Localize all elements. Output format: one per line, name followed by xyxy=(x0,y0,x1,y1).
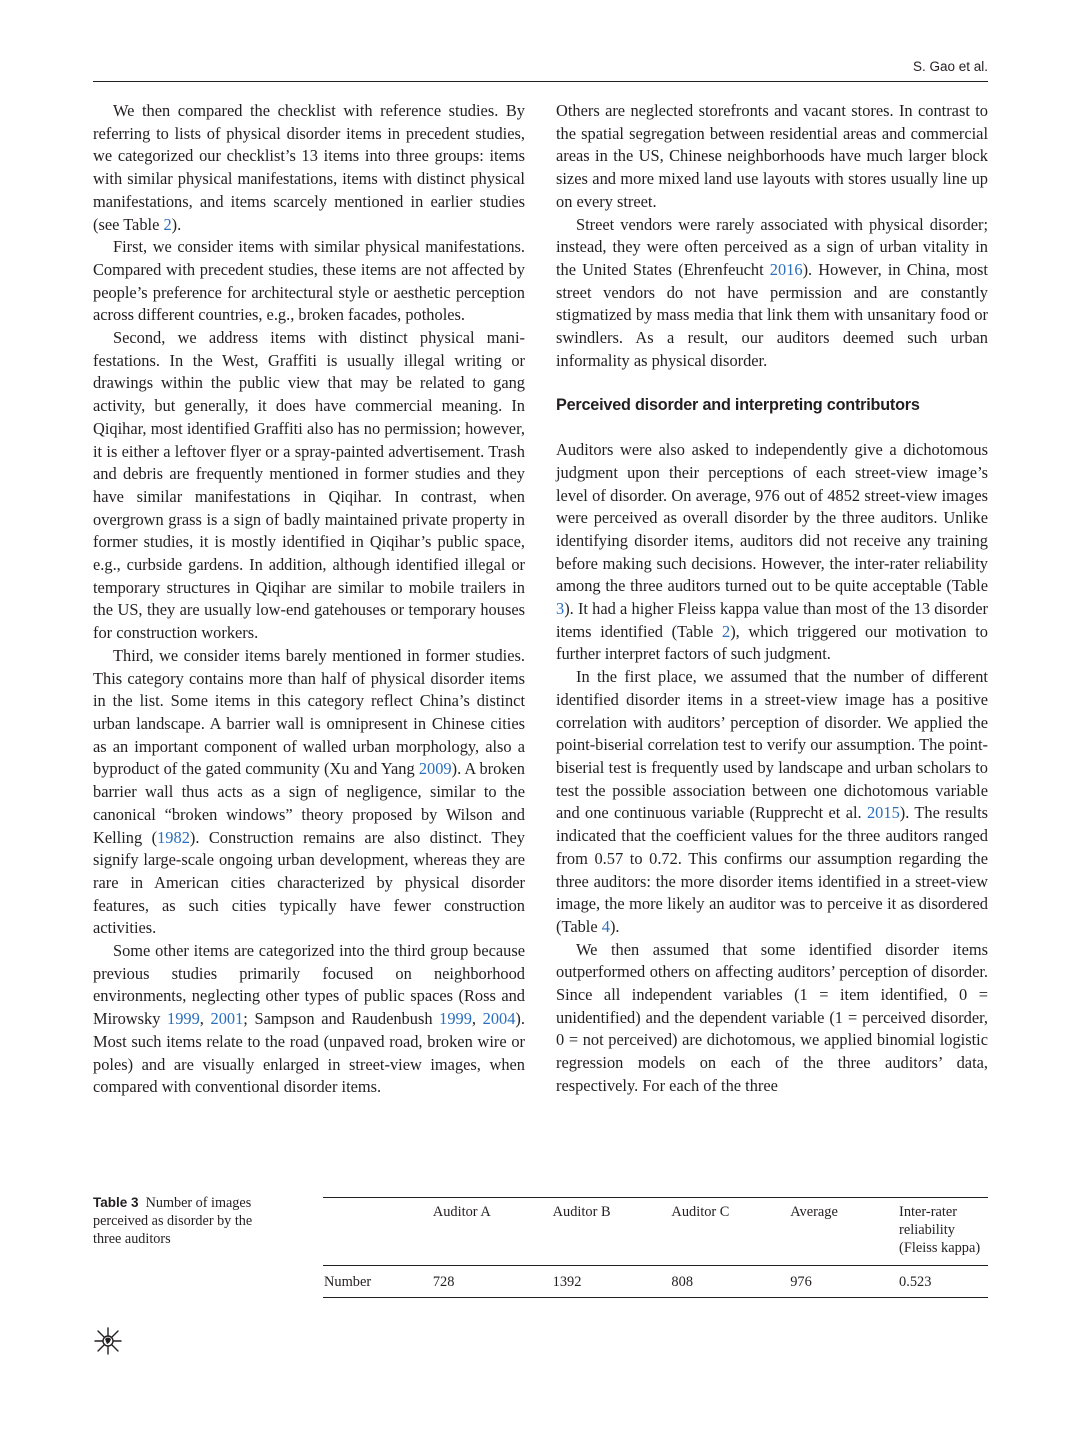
paragraph: Auditors were also asked to independently give a dichotomous judgment upon their perceptions of each street-view image’s level of disorder. On average, 976 out of 4852 street-view images were perceived as overall disorder by the three auditors. Unlike identifying disorder items, auditors did not receive any training before making such decisions. However, the inter-rater reliability among the three auditors turned out to be quite acceptable (Table 3). It had a higher Fleiss kappa value than most of the 13 disorder items identified (Table 2), which triggered our motivation to further interpret factors of such judgment. xyxy=(556,440,988,664)
springer-horse-icon xyxy=(93,1326,123,1356)
citation-link[interactable]: 2015 xyxy=(866,803,900,823)
paragraph: Others are neglected storefronts and vacant stores. In contrast to the spatial segregation between residential areas and commercial areas in the US, Chinese neighborhoods have much larger block sizes and more mixed land use layouts with stores usually line up on every street. xyxy=(556,101,988,211)
paragraph: We then assumed that some identified disorder items outperformed others on affecting auditors’ perception of disorder. Since all independent variables (1 = item identified, 0 = unidentified) and the dependent variable (1 = perceived disorder, 0 = not perceived) are dichotomous, we applied binomial logistic regression models on each of the three auditors’ data, respectively. For each of the three xyxy=(556,939,988,1095)
citation-link[interactable]: 2016 xyxy=(769,259,803,279)
table-caption xyxy=(93,1194,283,1249)
table-cell: 976 xyxy=(790,1273,812,1290)
citation-link[interactable]: 2004 xyxy=(482,1009,516,1029)
left-column xyxy=(93,100,525,1099)
citation-link[interactable]: 1999 xyxy=(439,1009,472,1029)
column-header: Auditor B xyxy=(552,1204,611,1220)
table-link[interactable]: 4 xyxy=(601,916,610,936)
column-header xyxy=(323,1198,433,1266)
page-header xyxy=(93,57,988,82)
column-header: Average xyxy=(790,1204,838,1220)
data-table xyxy=(323,1197,988,1298)
section-heading: Perceived disorder and interpreting contributors xyxy=(556,396,920,415)
right-column xyxy=(556,100,988,1098)
citation-link[interactable]: 2009 xyxy=(418,759,452,779)
paragraph: Some other items are categorized into the third group because previous studies primarily focused on neighborhood environments, neglecting other types of public spaces (Ross and Mirowsky 1999, 2001; Sampson and Raudenbush 1999, 2004). Most such items relate to the road (unpaved road, broken wire or poles) and are visually enlarged in street-view images, when compared with conventional disorder items. xyxy=(93,941,525,1097)
table-link[interactable]: 3 xyxy=(556,599,565,619)
table-label: Table 3 xyxy=(93,1195,139,1210)
table-link[interactable]: 2 xyxy=(163,214,172,234)
table-header-row xyxy=(323,1198,988,1266)
table-cell: 728 xyxy=(432,1273,455,1290)
column-header: Inter-rater reliability (Fleiss kappa) xyxy=(899,1204,981,1257)
paragraph: In the first place, we assumed that the number of different identified disorder items in a street-view image has a positive correlation with auditors’ perception of disorder. We applied the point-biserial correlation test to verify our assumption. The point-biserial test is frequently used by landscape and urban scholars to test the possible association between one dichotomous variable and one continuous variable (Rupprecht et al. 2015). The results indicated that the coefficient values for the three auditors ranged from 0.57 to 0.72. This confirms our assumption regarding the three auditors: the more disorder items identified in a street-view image, the more likely an auditor was to perceive it as disordered (Table 4). xyxy=(556,667,988,936)
paragraph: We then compared the checklist with reference studies. By referring to lists of physical disorder items in precedent studies, we categorized our checklist’s 13 items into three groups: items with similar physical manifestations, items with distinct physical manifestations, and items scarcely mentioned in earlier studies (see Table 2). xyxy=(93,101,525,234)
column-header: Auditor A xyxy=(432,1204,491,1220)
citation-link[interactable]: 1999 xyxy=(167,1009,200,1029)
table-link[interactable]: 2 xyxy=(721,621,731,641)
paragraph: Street vendors were rarely associated with physical disorder; instead, they were often perceived as a sign of urban vitality in the United States (Ehrenfeucht 2016). However, in China, most street vendors do not have permission and are constantly stigmatized by mass media that link them with unsanitary food or swindlers. As a result, our auditors deemed such urban informality as physical disorder. xyxy=(556,214,988,370)
paragraph: Second, we address items with distinct physical manifestations. In the West, Graffiti is usually illegal writing or drawings within the public view that may be related to gang activity, but generally, it does have commercial meaning. In Qiqihar, most identified Graffiti also has no permission; however, it is either a leftover flyer or a spray-painted advertisement. Trash and debris are frequently mentioned in former studies and they have similar manifestations in Qiqihar. In contrast, when overgrown grass is a sign of badly maintained private property in former studies, it is mostly identified in Qiqihar’s public space, e.g., curbside gardens. In addition, although identified illegal or temporary structures in Qiqihar are similar to mobile trailers in the US, they are usually low-end gatehouses or temporary houses for construction workers. xyxy=(93,328,525,643)
table-cell: 0.523 xyxy=(899,1273,932,1290)
table-cell: 808 xyxy=(671,1273,694,1290)
citation-link[interactable]: 2001 xyxy=(210,1009,244,1029)
running-head: S. Gao et al. xyxy=(912,59,988,74)
table-caption-text: Number of images perceived as disorder by the three auditors xyxy=(93,1195,253,1248)
column-header: Auditor C xyxy=(671,1204,730,1220)
paragraph: First, we consider items with similar physical manifestations. Compared with precedent studies, these items are not affected by people’s preference for architectural style or aesthetic perception across different countries, e.g., broken facades, potholes. xyxy=(93,237,525,325)
table-cell: Number xyxy=(324,1273,372,1290)
citation-link[interactable]: 1982 xyxy=(157,827,190,847)
table-cell: 1392 xyxy=(552,1273,582,1290)
paragraph: Third, we consider items barely mentioned in former studies. This category contains more than half of physical disorder items in the list. Some items in this category reflect China’s distinct urban landscape. A barrier wall is omnipresent in Chinese cities as an important component of walled urban morphology, also a byproduct of the gated community (Xu and Yang 2009). A broken barrier wall thus acts as a sign of negligence, similar to the canonical “broken windows” theory proposed by Wilson and Kelling (1982). Construction remains are also distinct. They signify large-scale ongoing urban development, whereas they are rare in American cities characterized by physical disorder features, as such cities typically have fewer construction activities. xyxy=(93,645,526,938)
table-row xyxy=(323,1265,988,1297)
